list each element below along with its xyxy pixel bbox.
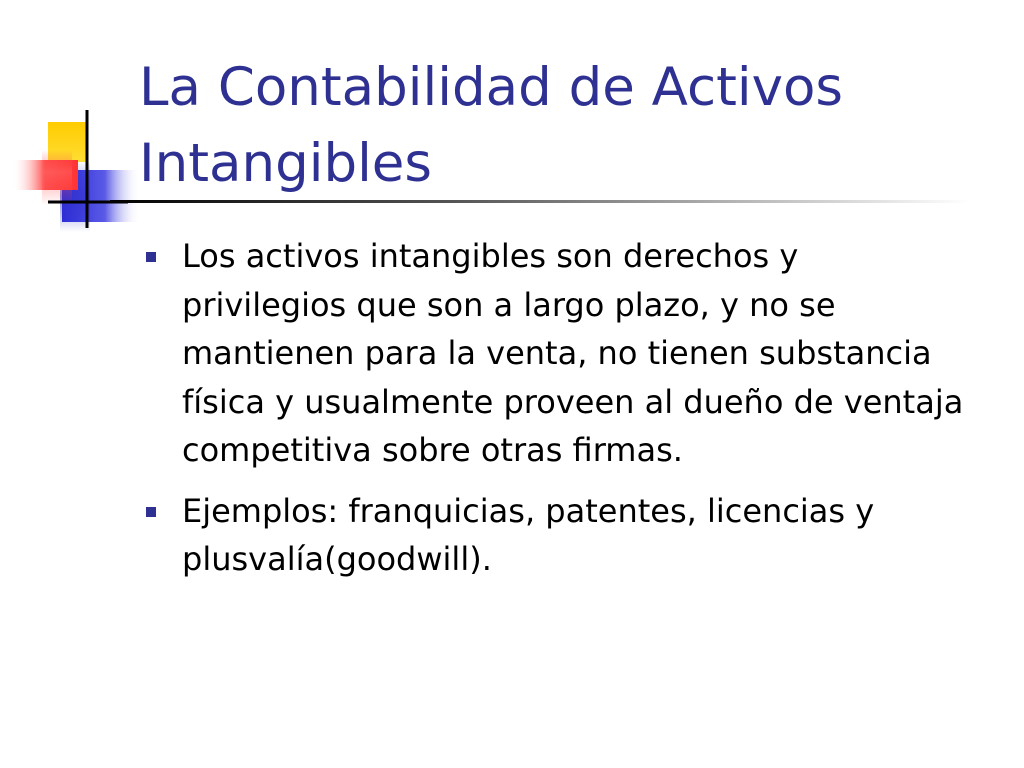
square-bullet-icon xyxy=(146,507,156,517)
bullet-list xyxy=(140,232,970,596)
corner-decoration-icon xyxy=(0,100,150,240)
bullet-item xyxy=(140,232,970,475)
title-divider xyxy=(110,200,970,203)
bullet-text: Ejemplos: franquicias, patentes, licencias y plusvalía(goodwill). xyxy=(182,491,875,578)
square-bullet-icon xyxy=(146,252,156,262)
slide-title-line-1: La Contabilidad de Activos xyxy=(139,57,844,118)
slide-title xyxy=(139,50,999,202)
bullet-item xyxy=(140,487,970,584)
bullet-text: Los activos intangibles son derechos y privilegios que son a largo plazo, y no se mantienen para la venta, no tienen substancia física y usualmente proveen al dueño de ventaja competitiva sobre otras firmas. xyxy=(182,237,964,469)
slide-title-line-2: Intangibles xyxy=(139,133,433,194)
